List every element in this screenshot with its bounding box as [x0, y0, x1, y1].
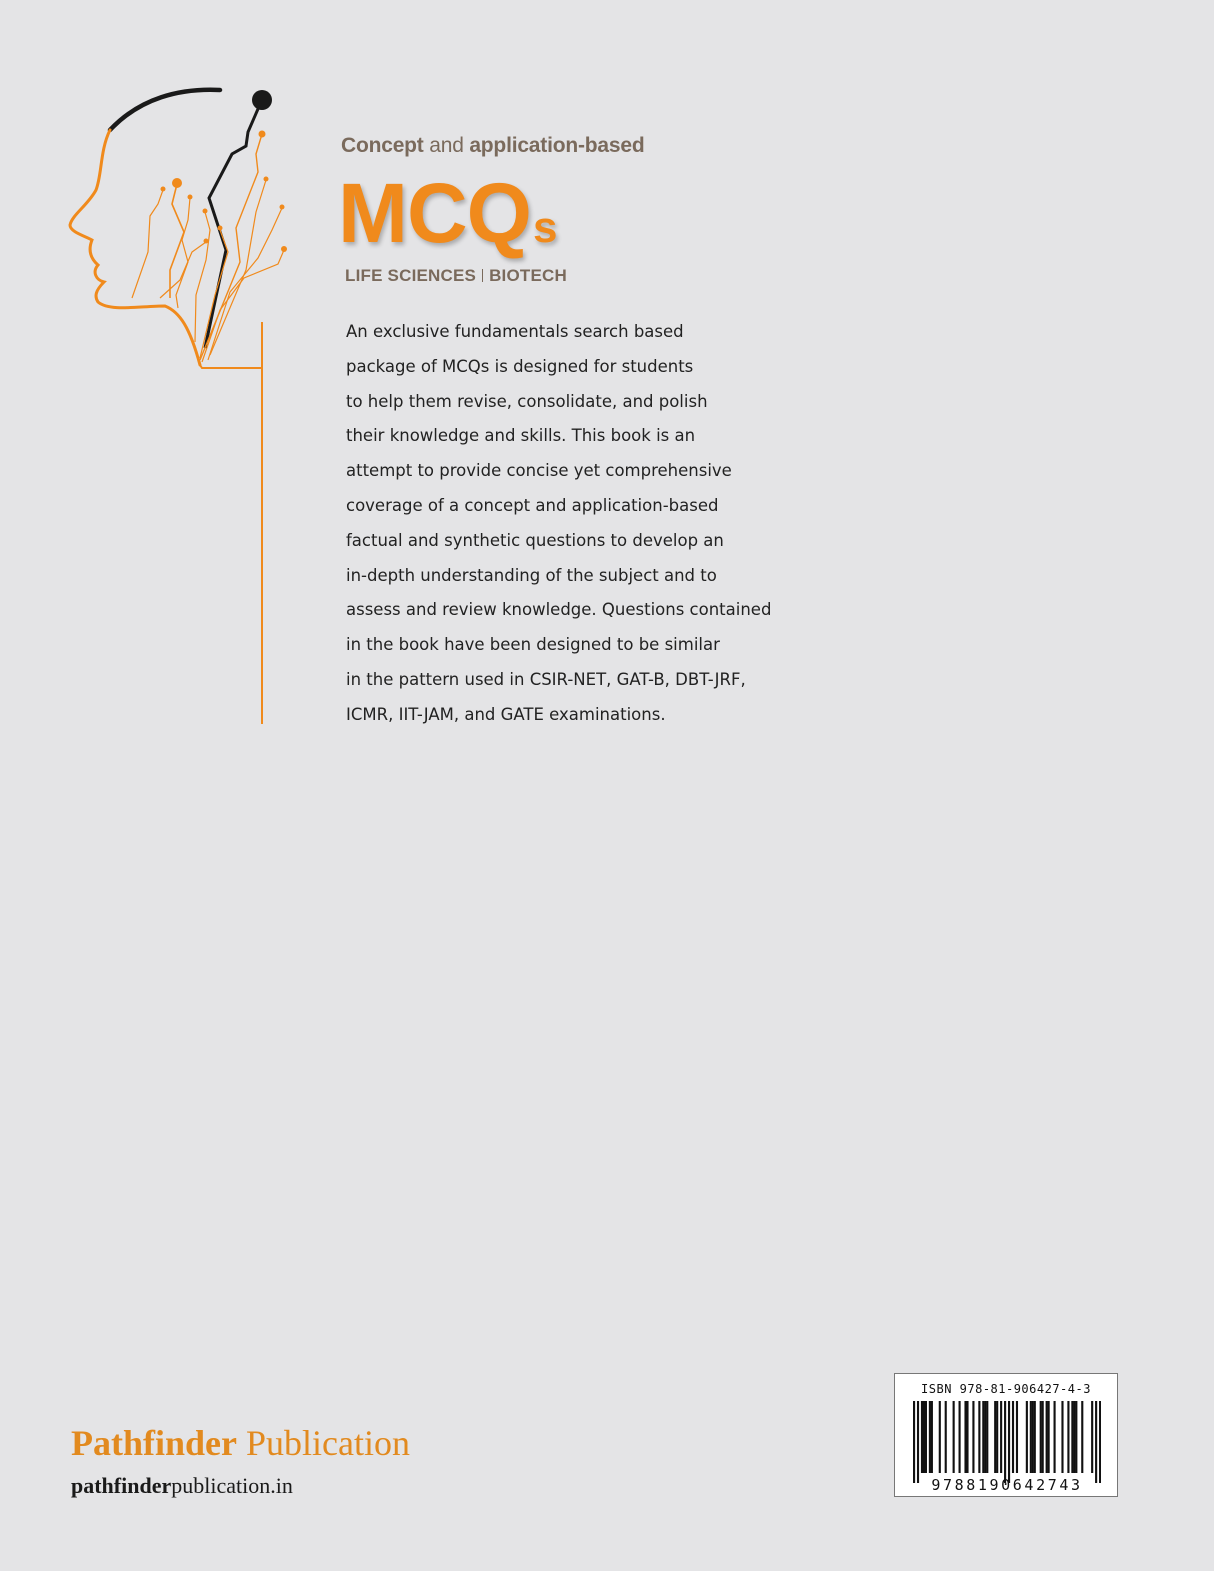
description-line: to help them revise, consolidate, and polish	[346, 391, 708, 411]
barcode-bar	[1067, 1401, 1069, 1473]
subject-life-sciences: LIFE SCIENCES	[345, 266, 477, 285]
isbn-digits: 9788190642743	[931, 1476, 1083, 1494]
head-circuit-icon	[60, 80, 300, 740]
isbn-label: ISBN 978-81-906427-4-3	[921, 1382, 1091, 1396]
description-line: ICMR, IIT-JAM, and GATE examinations.	[346, 704, 666, 724]
barcode-bar	[1032, 1401, 1034, 1473]
description-line: factual and synthetic questions to develop an	[346, 530, 724, 550]
barcode-bar	[925, 1401, 927, 1473]
description-line: An exclusive fundamentals search based	[346, 322, 684, 341]
website-bold: pathfinder	[71, 1473, 172, 1498]
barcode-icon	[913, 1401, 1101, 1483]
barcode-bar	[978, 1401, 980, 1473]
barcode-bar	[939, 1401, 941, 1473]
publisher-name-bold: Pathfinder	[71, 1423, 237, 1463]
barcode-bar	[1073, 1401, 1075, 1473]
subject-tags	[345, 266, 567, 286]
barcode-bar	[929, 1401, 931, 1473]
barcode-bar	[945, 1401, 947, 1473]
barcode-bar	[1004, 1401, 1006, 1483]
barcode-bar	[1095, 1401, 1097, 1483]
tagline-concept: Concept	[341, 134, 424, 157]
subject-divider	[482, 269, 483, 282]
barcode-bar	[1026, 1401, 1028, 1473]
barcode-bar	[972, 1401, 974, 1473]
description-line: assess and review knowledge. Questions contained	[346, 600, 772, 620]
tagline	[341, 134, 644, 158]
description-line: in-depth understanding of the subject and to	[346, 565, 717, 585]
description-line: in the book have been designed to be similar	[346, 635, 720, 655]
publisher-name-rest: Publication	[237, 1423, 410, 1463]
barcode-bar	[923, 1401, 925, 1473]
barcode-bar	[964, 1401, 966, 1473]
title-suffix: s	[532, 203, 558, 252]
barcode-bar	[1034, 1401, 1036, 1473]
description-line: their knowledge and skills. This book is an	[346, 426, 696, 446]
barcode-bar	[959, 1401, 961, 1473]
barcode-bar	[1048, 1401, 1050, 1473]
barcode-bar	[1099, 1401, 1101, 1483]
barcode-bar	[913, 1401, 915, 1483]
tagline-and: and	[423, 134, 470, 157]
description-line: package of MCQs is designed for students	[346, 356, 694, 376]
publisher-name	[71, 1422, 410, 1464]
barcode-bar	[917, 1401, 919, 1483]
barcode-bar	[1061, 1401, 1063, 1473]
barcode-bar	[931, 1401, 933, 1473]
description	[346, 318, 806, 736]
barcode-bar	[1071, 1401, 1073, 1473]
barcode-bar	[1012, 1401, 1014, 1473]
barcode-bar	[921, 1401, 923, 1473]
description-line: in the pattern used in CSIR-NET, GAT-B, DBT-JRF,	[346, 669, 746, 689]
publisher-website[interactable]	[71, 1473, 293, 1499]
description-line: coverage of a concept and application-based	[346, 495, 719, 515]
barcode-bar	[1081, 1401, 1083, 1473]
website-rest: publication.in	[171, 1473, 293, 1498]
barcode-bar	[994, 1401, 996, 1473]
barcode-bar	[966, 1401, 968, 1473]
barcode-bar	[1040, 1401, 1042, 1473]
barcode-bar	[996, 1401, 998, 1473]
barcode-bar	[1030, 1401, 1032, 1473]
barcode-bar	[1042, 1401, 1044, 1473]
barcode-bar	[1000, 1401, 1002, 1473]
page-title	[338, 168, 557, 258]
title-main: MCQ	[338, 166, 531, 260]
tagline-application: application-based	[469, 134, 645, 157]
barcode-bar	[1008, 1401, 1010, 1483]
isbn-barcode-box	[894, 1373, 1118, 1497]
subject-biotech: BIOTECH	[489, 266, 567, 285]
barcode-bar	[982, 1401, 984, 1473]
barcode-bar	[986, 1401, 988, 1473]
barcode-bar	[1016, 1401, 1018, 1473]
barcode-bar	[984, 1401, 986, 1473]
barcode-bar	[1046, 1401, 1048, 1473]
barcode-bar	[1091, 1401, 1093, 1473]
barcode-bar	[1054, 1401, 1056, 1473]
barcode-bar	[953, 1401, 955, 1473]
description-line: attempt to provide concise yet comprehensive	[346, 461, 732, 481]
barcode-bar	[1075, 1401, 1077, 1473]
